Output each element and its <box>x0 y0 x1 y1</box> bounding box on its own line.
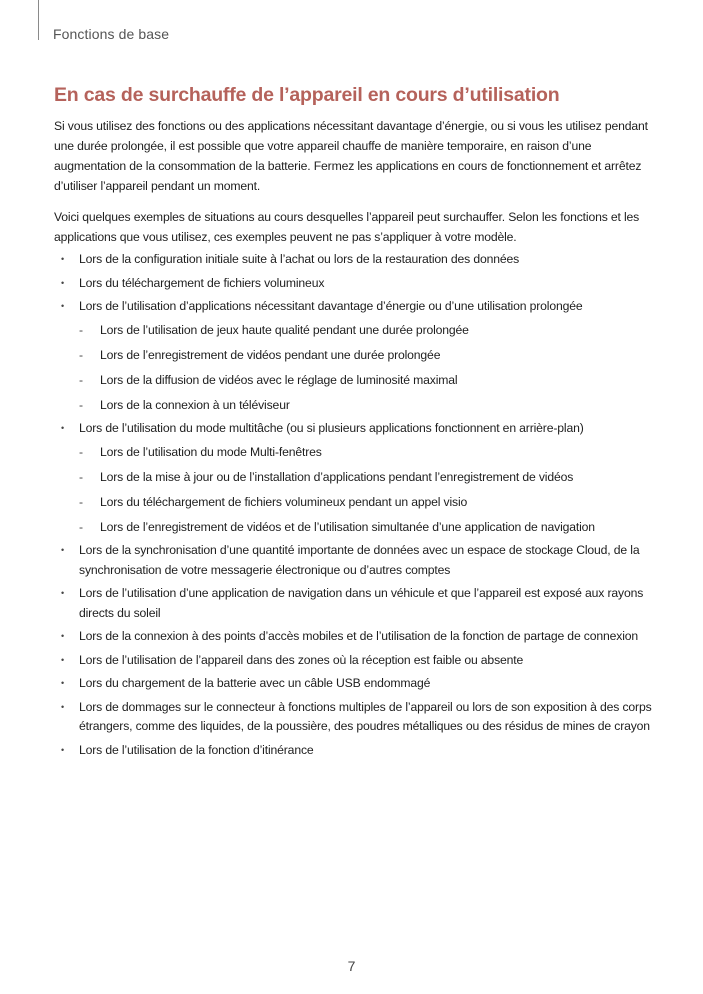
sub-list <box>79 321 654 416</box>
main-content <box>54 83 654 764</box>
dash-icon: - <box>79 519 83 534</box>
sub-list-item-text: Lors de la mise à jour ou de l’installation d’applications pendant l’enregistrement de vidéos <box>100 469 574 484</box>
sub-list <box>79 443 654 538</box>
dash-icon: - <box>79 444 83 459</box>
list-item-text: Lors de l’utilisation du mode multitâche (ou si plusieurs applications fonctionnent en arrière-plan) <box>79 421 584 435</box>
list-item <box>54 674 654 694</box>
page-title: En cas de surchauffe de l’appareil en cours d’utilisation <box>54 84 560 106</box>
sub-list-item-text: Lors de l’enregistrement de vidéos pendant une durée prolongée <box>100 347 441 362</box>
sub-list-item <box>79 371 654 391</box>
list-item <box>54 584 654 623</box>
dash-icon: - <box>79 347 83 362</box>
section-header: Fonctions de base <box>53 26 170 42</box>
list-item-text: Lors de la synchronisation d’une quantité importante de données avec un espace de stockage Cloud, de la synchronisation de votre messagerie électronique ou d’autres comptes <box>79 543 640 577</box>
dash-icon: - <box>79 322 83 337</box>
list-item <box>54 698 654 737</box>
situations-list <box>54 250 654 760</box>
dash-icon: - <box>79 372 83 387</box>
bullet-icon: • <box>61 588 65 598</box>
list-item-text: Lors de dommages sur le connecteur à fonctions multiples de l’appareil ou lors de son exposition à des corps étrangers, comme des liquides, de la poussière, des poudres métalliques ou des résidus de mines de crayon <box>79 699 652 733</box>
bullet-icon: • <box>61 277 65 288</box>
list-item <box>54 651 654 671</box>
bullet-icon: • <box>61 423 65 433</box>
sub-list-item-text: Lors de la connexion à un téléviseur <box>100 397 290 412</box>
sub-list-item <box>79 321 654 341</box>
sub-list-item-text: Lors de l’utilisation du mode Multi-fenêtres <box>100 444 322 459</box>
sub-list-item <box>79 443 654 463</box>
sub-list-item-text: Lors du téléchargement de fichiers volumineux pendant un appel visio <box>100 494 468 509</box>
dash-icon: - <box>79 469 83 484</box>
list-item <box>54 274 654 294</box>
sub-list-item <box>79 468 654 488</box>
dash-icon: - <box>79 397 83 412</box>
sub-list-item <box>79 346 654 366</box>
page-edge-line <box>38 0 39 40</box>
examples-paragraph: Voici quelques exemples de situations au cours desquelles l’appareil peut surchauffer. Selon les fonctions et les applications que vous utilisez, ces exemples peuvent ne pas s’appliquer à votre modèle. <box>54 210 640 244</box>
list-item-text: Lors de l’utilisation d’applications nécessitant davantage d’énergie ou d’une utilisation prolongée <box>79 299 583 313</box>
list-item <box>54 741 654 761</box>
list-item-text: Lors du téléchargement de fichiers volumineux <box>79 275 325 290</box>
list-item <box>54 419 654 537</box>
list-item-text: Lors de l’utilisation d’une application de navigation dans un véhicule et que l’appareil est exposé aux rayons directs du soleil <box>79 586 644 620</box>
bullet-icon: • <box>61 744 65 755</box>
bullet-icon: • <box>61 545 65 555</box>
bullet-icon: • <box>61 254 65 264</box>
list-item <box>54 541 654 580</box>
sub-list-item-text: Lors de l’utilisation de jeux haute qualité pendant une durée prolongée <box>100 322 469 337</box>
list-item <box>54 250 654 270</box>
bullet-icon: • <box>61 701 65 712</box>
dash-icon: - <box>79 494 83 509</box>
list-item-text: Lors du chargement de la batterie avec un câble USB endommagé <box>79 676 431 690</box>
bullet-icon: • <box>61 654 65 665</box>
bullet-icon: • <box>61 631 65 641</box>
page-number: 7 <box>347 958 356 974</box>
sub-list-item <box>79 518 654 538</box>
sub-list-item-text: Lors de la diffusion de vidéos avec le réglage de luminosité maximal <box>100 372 458 387</box>
bullet-icon: • <box>61 678 65 688</box>
list-item-text: Lors de la connexion à des points d’accès mobiles et de l’utilisation de la fonction de partage de connexion <box>79 629 639 643</box>
list-item <box>54 297 654 415</box>
list-item-text: Lors de l’utilisation de l’appareil dans des zones où la réception est faible ou absente <box>79 652 524 667</box>
sub-list-item <box>79 493 654 513</box>
sub-list-item <box>79 396 654 416</box>
list-item <box>54 627 654 647</box>
bullet-icon: • <box>61 301 65 311</box>
list-item-text: Lors de la configuration initiale suite à l’achat ou lors de la restauration des données <box>79 252 520 266</box>
list-item-text: Lors de l’utilisation de la fonction d’itinérance <box>79 742 314 757</box>
intro-paragraph: Si vous utilisez des fonctions ou des applications nécessitant davantage d’énergie, ou si vous les utilisez pendant une durée prolongée, il est possible que votre appareil chauffe de manière temporaire, en raison d’une augmentation de la consommation de la batterie. Fermez les applications en cours de fonctionnement et arrêtez d’utiliser l’appareil pendant un moment. <box>54 119 648 193</box>
sub-list-item-text: Lors de l’enregistrement de vidéos et de l’utilisation simultanée d’une application de navigation <box>100 519 595 534</box>
